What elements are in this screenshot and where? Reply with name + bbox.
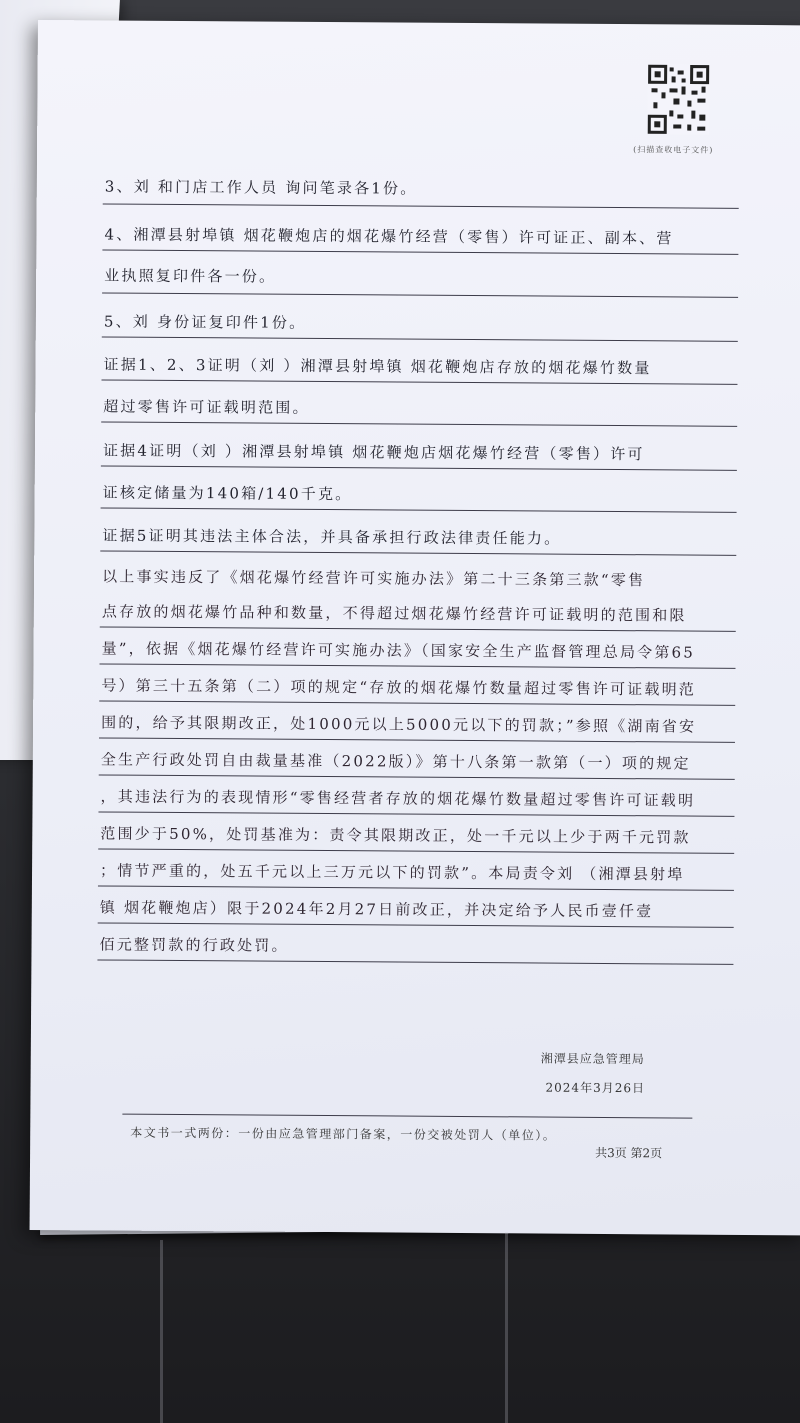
- underline: [98, 848, 734, 853]
- proof-4-b: 证核定储量为140箱/140千克。: [102, 483, 353, 504]
- evidence-line-4a: 4、湘潭县射埠镇 烟花鞭炮店的烟花爆竹经营（零售）许可证正、副本、营: [104, 225, 674, 248]
- underline: [101, 465, 737, 470]
- underline: [102, 336, 738, 341]
- qr-caption: (扫描查收电子文件): [633, 145, 714, 155]
- proof-1-3-a: 证据1、2、3证明（刘 ）湘潭县射埠镇 烟花鞭炮店存放的烟花爆竹数量: [103, 355, 652, 378]
- conclusion-line-10: 镇 烟花鞭炮店）限于2024年2月27日前改正，并决定给予人民币壹仟壹: [99, 898, 654, 921]
- evidence-line-5: 5、刘 身份证复印件1份。: [103, 312, 307, 332]
- underline: [97, 959, 733, 964]
- floor-seam: [160, 1240, 163, 1423]
- conclusion-line-11: 佰元整罚款的行政处罚。: [99, 935, 289, 955]
- underline: [98, 811, 734, 816]
- underline: [99, 700, 735, 705]
- conclusion-line-2: 点存放的烟花爆竹品种和数量，不得超过烟花爆竹经营许可证载明的范围和限: [101, 602, 687, 625]
- underline: [101, 379, 737, 384]
- underline: [100, 550, 736, 555]
- underline: [99, 774, 735, 779]
- issue-date: 2024年3月26日: [545, 1080, 646, 1096]
- conclusion-line-8: 范围少于50%，处罚基准为：责令其限期改正，处一千元以上少于两千元罚款: [100, 824, 691, 847]
- underline: [101, 507, 737, 512]
- qr-code-icon: [647, 64, 709, 134]
- evidence-line-4b: 业执照复印件各一份。: [104, 266, 277, 286]
- underline: [100, 626, 736, 631]
- footer-note: 本文书一式两份：一份由应急管理部门备案，一份交被处罚人（单位）。: [130, 1125, 557, 1143]
- underline: [103, 203, 739, 208]
- underline: [98, 922, 734, 927]
- proof-5: 证据5证明其违法主体合法，并具备承担行政法律责任能力。: [102, 526, 562, 548]
- page-number: 共3页 第2页: [595, 1145, 663, 1161]
- conclusion-line-7: ，其违法行为的表现情形“零售经营者存放的烟花爆竹数量超过零售许可证载明: [100, 787, 696, 810]
- proof-1-3-b: 超过零售许可证载明范围。: [103, 397, 310, 417]
- underline: [101, 421, 737, 426]
- conclusion-line-5: 围的，给予其限期改正，处1000元以上5000元以下的罚款；”参照《湖南省安: [101, 713, 697, 736]
- footer-rule: [122, 1114, 692, 1119]
- conclusion-line-3: 量”，依据《烟花爆竹经营许可实施办法》（国家安全生产监督管理总局令第65: [101, 639, 696, 662]
- floor-seam: [505, 1232, 508, 1423]
- conclusion-line-6: 全生产行政处罚自由裁量基准（2022版）》第十八条第一款第（一）项的规定: [100, 750, 691, 773]
- document-page: [30, 20, 800, 1235]
- underline: [100, 663, 736, 668]
- underline: [102, 249, 738, 254]
- underline: [98, 885, 734, 890]
- conclusion-line-9: ；情节严重的，处五千元以上三万元以下的罚款”。本局责令刘 （湘潭县射埠: [100, 861, 685, 884]
- evidence-line-3: 3、刘 和门店工作人员 询问笔录各1份。: [104, 177, 418, 198]
- underline: [102, 292, 738, 297]
- conclusion-line-4: 号）第三十五条第（二）项的规定“存放的烟花爆竹数量超过零售许可证载明范: [101, 676, 697, 699]
- proof-4-a: 证据4证明（刘 ）湘潭县射埠镇 烟花鞭炮店烟花爆竹经营（零售）许可: [102, 441, 645, 464]
- underline: [99, 737, 735, 742]
- issuing-authority: 湘潭县应急管理局: [540, 1051, 645, 1067]
- conclusion-line-1: 以上事实违反了《烟花爆竹经营许可实施办法》第二十三条第三款“零售: [102, 567, 646, 590]
